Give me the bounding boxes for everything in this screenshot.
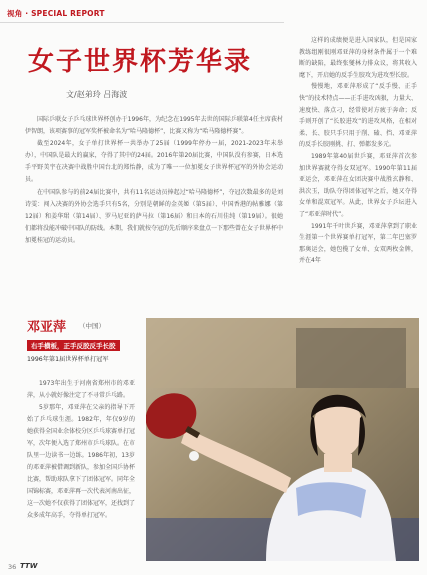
- magazine-logo: TTW: [20, 562, 38, 570]
- player-achievement: 1996年第1届世界杯单打冠军: [27, 356, 109, 363]
- right-column-paragraph: 这样的成绩便是进入国家队，但是国家教练组刚很刚邓亚萍的身材条件属于一个难断的缺陷，最终张燮林力排众议，将其收入麾下，开启她的反手生胶攻为进攻型长胶。: [299, 37, 417, 79]
- grip-style-badge: 右手横板，正手反胶反手长胶: [27, 340, 120, 351]
- bio-paragraph: 5岁那年，邓亚萍在父亲的指导下开始了乒乓球生涯。1982年，年仅9岁的她获得全国业余体校分区乒乓球赛单打冠军，次年便入选了郑州市乒乓球队。在市队里一边读书一边练。1986年初，13岁的邓亚萍被借调到新队，参加全国乒协杯比赛，帮助球队拿下了团体冠军。同年全国锦标赛，邓亚萍再一次代表河南出征，这一次她不仅获得了团体冠军，还找到了众多成年高手，夺得单打冠军。: [27, 404, 136, 519]
- player-country: （中国）: [79, 322, 105, 330]
- byline: 文/赵弟玲 吕海波: [66, 90, 128, 99]
- right-column-body: [299, 35, 417, 267]
- page-number: 36: [8, 563, 17, 571]
- section-label: 视角 · SPECIAL REPORT: [7, 9, 105, 18]
- header-divider: [0, 22, 284, 23]
- player-photo: [146, 318, 419, 561]
- bio-paragraph: 1973年出生于河南省郑州市的邓亚萍，从小就好像注定了不寻常乒乓路。: [27, 380, 135, 399]
- intro-paragraph: 国际乒联女子乒乓球世界杯创办于1996年，为纪念在1995年去世的国际乒联第4任主席荻村伊智朗，该项赛事的冠军奖杯被命名为“哈马隆德杯”，比赛又称为“哈马隆德杯赛”。: [25, 116, 283, 136]
- article-title: 女子世界杯芳华录: [28, 47, 253, 77]
- intro-body: [25, 114, 283, 247]
- player-bio: [27, 378, 135, 522]
- intro-paragraph: 在中国队参与的前24届比赛中，共有11名运动员捧起过“哈马隆德杯”，夺冠次数最多的是刘诗雯：闯入决赛的外协会选手只有5名，分别是朝鲜的金英姬（第5届）、中国香港的帖雅娜（第12届）和姜华珺（第14届）、罗马尼亚的萨马拉（第16届）和日本的石川佳纯（第19届）。很她们都将没能冲破中国队的防线。本期，我们就按夺冠的先后顺序来盘点一下那些曾在女子世界杯中加冕桂冠的运动员。: [25, 188, 284, 244]
- right-column-paragraph: 1989年第40届世乒赛，邓亚萍首次参加世界赛就夺得女双冠军。1990年第11届亚运会，邓亚萍在女团决赛中战胜玄静和、洪次玉，助队夺得团体冠军之后，她又夺得女单和混双冠军。从此，世界女子乒坛进入了“邓亚萍时代”。: [299, 152, 417, 218]
- intro-paragraph: 截至2024年，女子单打世界杯一共举办了25届（1999年停办一届，2021-2023年未举办），中国队是最大的赢家，夺得了其中的24届。2016年第20届比赛，中国队没有参赛，日本选手平野美宇在决赛中战胜中国台北的郑怡静，成为了唯一一位加冕女子世界杯冠军的外协会运动员。: [25, 140, 283, 184]
- right-column-paragraph: 1991年千叶世乒赛，邓亚萍拿到了职业生涯第一个世界赛单打冠军，第二年巴塞罗那奥运会，她包揽了女单、女双两枚金牌，并在4年: [299, 222, 417, 265]
- player-name: 邓亚萍: [27, 320, 67, 335]
- right-column-paragraph: 慢慢地，邓亚萍形成了“反手慢、正手快”的技术特点——正手进攻凶狠，力量大、速度快、落点刁，经常使对方疲于奔命；反手则开创了“长胶进攻”的进攻风格，在相对柔、长、胶只手只用于削、磕、挡、邓亚萍的反手长胶刚挑、打、弹都发多元。: [299, 83, 417, 149]
